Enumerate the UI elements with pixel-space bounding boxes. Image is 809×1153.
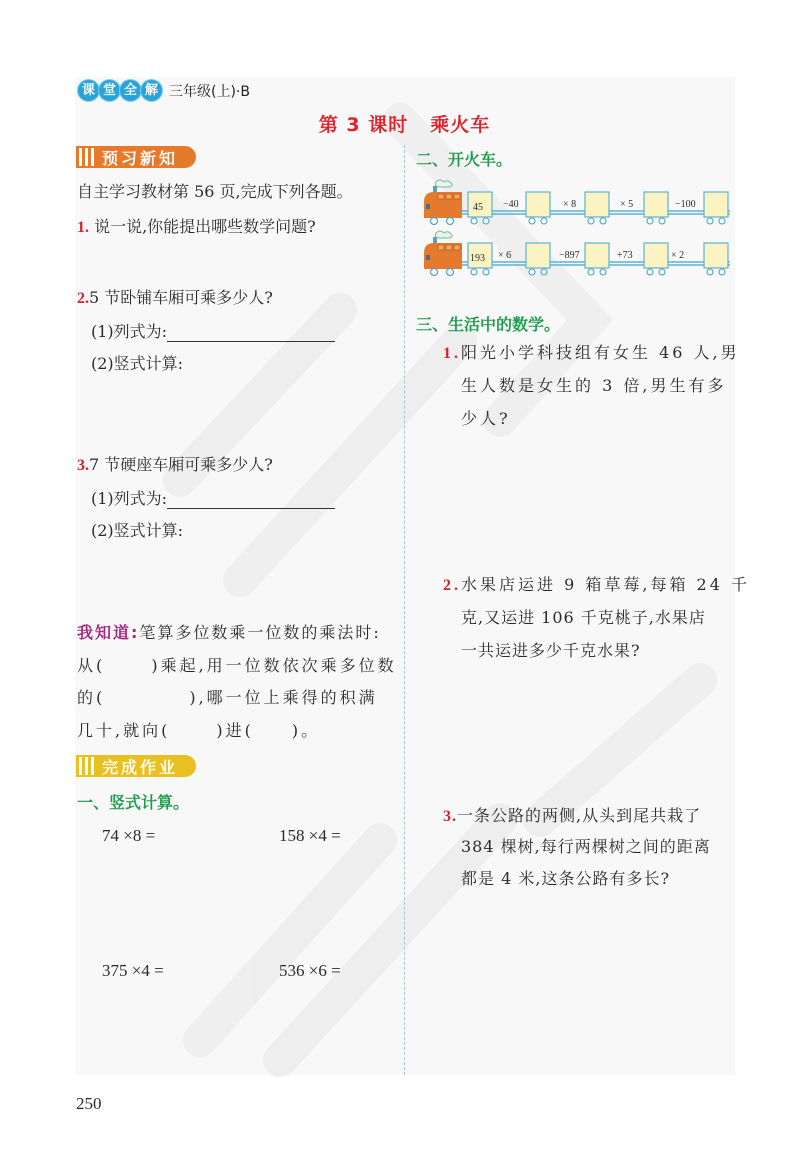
problem-3-line: 都是 4 米,这条公路有多长? xyxy=(461,869,671,888)
problem-3-line: 384 棵树,每行两棵树之间的距离 xyxy=(461,837,711,856)
problem-2: 2.水果店运进 9 箱草莓,每箱 24 千 xyxy=(443,575,750,594)
problem-1-line: 少人? xyxy=(461,409,511,428)
train-2-op: −897 xyxy=(559,250,580,261)
brand-char: 课 xyxy=(77,79,100,102)
lesson-name: 乘火车 xyxy=(430,114,491,136)
grade-label: 三年级(上)·B xyxy=(169,83,250,100)
train-1-op: × 5 xyxy=(620,199,634,210)
column-divider xyxy=(404,145,405,1075)
know-line-2: 从( )乘起,用一位数依次乘多位数 xyxy=(77,656,397,675)
question-3: 3.7 节硬座车厢可乘多少人? xyxy=(77,455,273,474)
train-engine-icon xyxy=(424,231,462,276)
calc-item: 158 ×4 = xyxy=(279,826,341,845)
question-3-vertical: (2)竖式计算: xyxy=(91,521,184,540)
question-3-formula: (1)列式为: xyxy=(91,489,335,509)
lesson-number: 第 3 课时 xyxy=(318,114,409,136)
brand-char: 堂 xyxy=(98,79,121,102)
question-2-formula: (1)列式为: xyxy=(91,322,335,342)
problem-1-line: 生人数是女生的 3 倍,男生有多 xyxy=(461,376,727,395)
lesson-title xyxy=(0,110,809,137)
preview-tag-label: 预习新知 xyxy=(102,148,179,168)
problem-3: 3.一条公路的两侧,从头到尾共栽了 xyxy=(443,806,702,825)
problem-2-line: 克,又运进 106 千克桃子,水果店 xyxy=(461,608,706,627)
answer-line[interactable] xyxy=(167,325,335,342)
question-2-vertical: (2)竖式计算: xyxy=(91,354,184,373)
homework-section-tag xyxy=(76,755,196,777)
train-1-start: 45 xyxy=(473,202,483,213)
know-line-3: 的( ),哪一位上乘得的积满 xyxy=(77,688,378,707)
answer-line[interactable] xyxy=(167,492,335,509)
know-line-4: 几十,就向( )进( )。 xyxy=(77,721,321,740)
calc-item: 375 ×4 = xyxy=(102,961,164,980)
problem-2-line: 一共运进多少千克水果? xyxy=(461,641,641,660)
calc-item: 536 ×6 = xyxy=(279,961,341,980)
train-2-op: × 2 xyxy=(671,250,685,261)
page-number: 250 xyxy=(76,1094,102,1113)
homework-tag-label: 完成作业 xyxy=(102,757,179,777)
train-2-op: × 6 xyxy=(498,250,512,261)
brand-char: 解 xyxy=(140,79,163,102)
question-2: 2.5 节卧铺车厢可乘多少人? xyxy=(77,288,273,307)
preview-intro: 自主学习教材第 56 页,完成下列各题。 xyxy=(77,182,353,201)
section-3-title: 三、生活中的数学。 xyxy=(416,315,561,334)
calc-item: 74 ×8 = xyxy=(102,826,156,845)
train-1-op: −100 xyxy=(675,199,696,210)
know-line-1: 我知道:笔算多位数乘一位数的乘法时: xyxy=(77,623,381,642)
preview-section-tag xyxy=(76,146,196,168)
brand-logo xyxy=(77,79,250,102)
train-2-op: +73 xyxy=(617,250,633,261)
train-1-op: × 8 xyxy=(563,199,577,210)
section-1-title: 一、竖式计算。 xyxy=(77,793,190,812)
train-2-start: 193 xyxy=(470,253,485,264)
section-2-title: 二、开火车。 xyxy=(416,150,513,169)
question-1: 1. 说一说,你能提出哪些数学问题? xyxy=(77,217,316,236)
train-1-op: −40 xyxy=(503,199,519,210)
train-engine-icon xyxy=(424,180,462,225)
problem-1: 1.阳光小学科技组有女生 46 人,男 xyxy=(443,343,740,362)
brand-char: 全 xyxy=(119,79,142,102)
